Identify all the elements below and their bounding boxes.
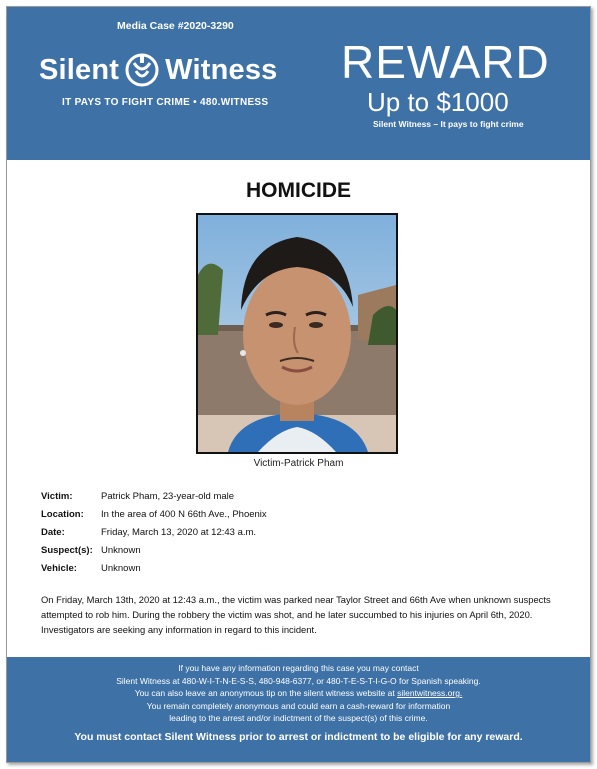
case-narrative: On Friday, March 13th, 2020 at 12:43 a.m., the victim was parked near Taylor Street and 66th Ave when unknown suspects attempted to rob him. During the robbery the victim was shot, and he later succumbed to his injuries on April 6th, 2020. Investigators are seeking any information in regard to this incident. xyxy=(41,594,551,635)
detail-value: Unknown xyxy=(101,545,141,556)
reward-subtitle: Silent Witness – It pays to fight crime xyxy=(373,119,524,129)
detail-value: Unknown xyxy=(101,563,141,574)
footer-line: If you have any information regarding this case you may contact xyxy=(178,663,419,673)
reward-amount: Up to $1000 xyxy=(367,87,509,117)
brand-word-silent: Silent xyxy=(39,53,120,86)
header-banner xyxy=(7,7,590,160)
shield-eye-icon xyxy=(124,53,160,87)
footer-line-website xyxy=(7,687,590,700)
victim-portrait-image xyxy=(198,215,396,452)
detail-label: Date: xyxy=(41,527,65,538)
footer-line: leading to the arrest and/or indictment of the suspect(s) of this crime. xyxy=(169,713,428,723)
tagline: IT PAYS TO FIGHT CRIME • 480.WITNESS xyxy=(62,97,269,108)
page-title: HOMICIDE xyxy=(246,179,351,202)
footer-line: Silent Witness at 480-W-I-T-N-E-S-S, 480-948-6377, or 480-T-E-S-T-I-G-O for Spanish speaking. xyxy=(116,675,481,686)
reward-heading: REWARD xyxy=(341,36,550,88)
footer-line: You remain completely anonymous and could earn a cash-reward for information xyxy=(146,700,451,711)
photo-caption: Victim-Patrick Pham xyxy=(253,458,344,469)
detail-label: Victim: xyxy=(41,491,73,502)
flyer xyxy=(6,6,591,763)
footer-banner xyxy=(7,657,590,762)
detail-value: Patrick Pham, 23-year-old male xyxy=(101,491,235,502)
media-case-number: Media Case #2020-3290 xyxy=(117,20,234,32)
detail-value: In the area of 400 N 66th Ave., Phoenix xyxy=(101,509,267,520)
website-link[interactable]: silentwitness.org. xyxy=(397,688,463,698)
detail-label: Vehicle: xyxy=(41,563,77,574)
footer-eligibility-notice: You must contact Silent Witness prior to arrest or indictment to be eligible for any reward. xyxy=(74,730,523,743)
detail-label: Location: xyxy=(41,509,84,520)
brand-word-witness: Witness xyxy=(165,53,278,86)
silent-witness-logo xyxy=(39,53,278,87)
footer-line-text: You can also leave an anonymous tip on the silent witness website at xyxy=(134,688,398,698)
detail-label: Suspect(s): xyxy=(41,545,93,556)
detail-value: Friday, March 13, 2020 at 12:43 a.m. xyxy=(101,527,257,538)
victim-photo xyxy=(196,213,398,454)
